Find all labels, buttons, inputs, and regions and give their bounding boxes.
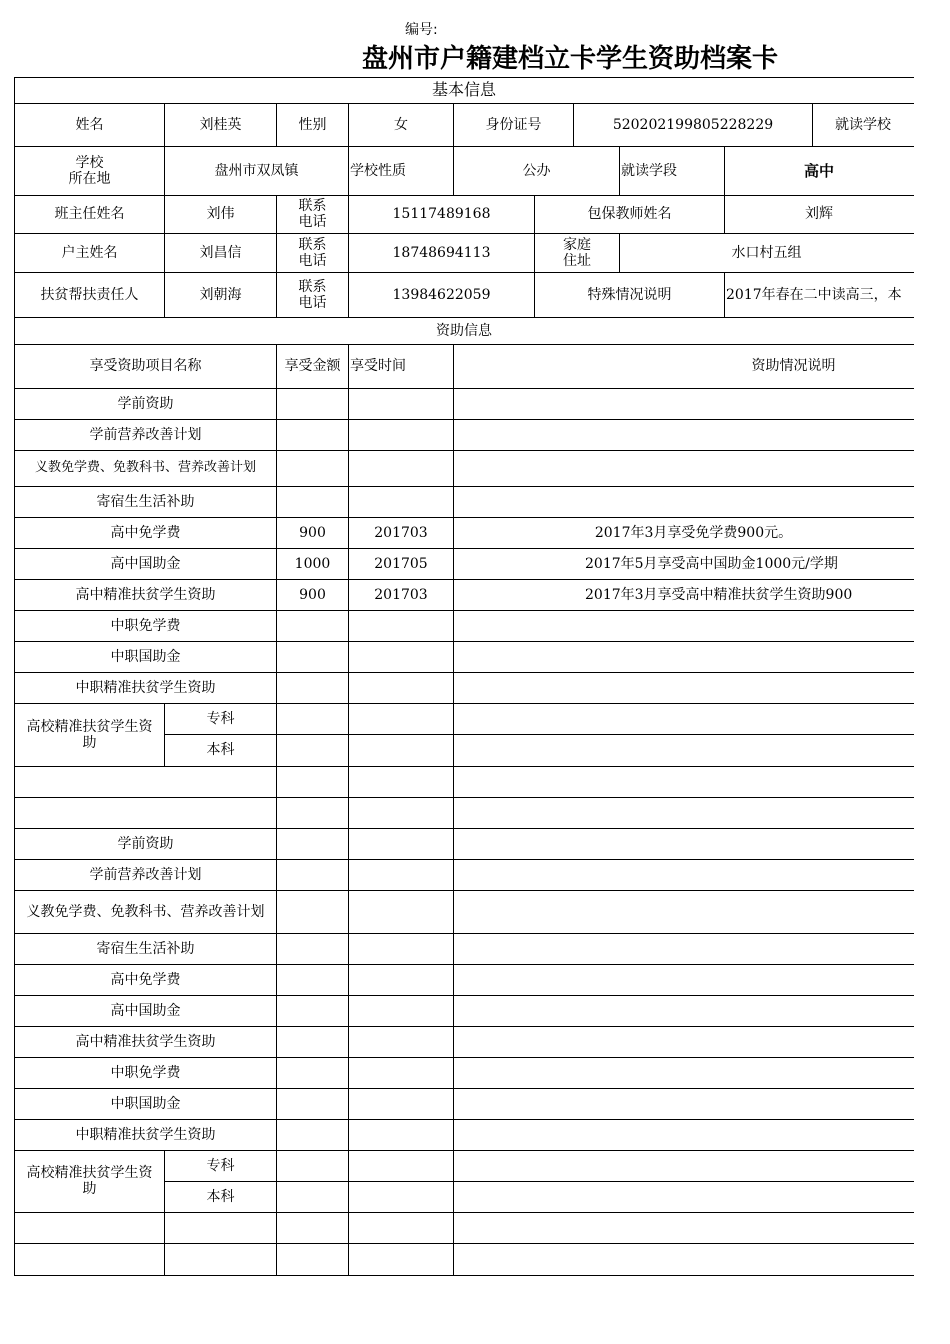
section-title-aid: 资助信息 xyxy=(436,322,492,339)
grid-line xyxy=(724,272,725,317)
aid-item-time: 201703 xyxy=(374,524,428,541)
grid-line xyxy=(573,103,574,146)
householder-phone-label: 联系 电话 xyxy=(298,236,327,269)
id-label: 身份证号 xyxy=(485,116,542,133)
grid-line xyxy=(276,579,277,610)
grid-line xyxy=(348,859,349,890)
grid-line xyxy=(812,103,813,146)
aid-item-name: 中职国助金 xyxy=(110,1095,181,1112)
grid-line xyxy=(276,1150,277,1181)
aid-item-desc: 2017年3月享受高中精准扶贫学生资助900 xyxy=(585,586,853,603)
grid-line xyxy=(453,517,454,548)
grid-line xyxy=(453,672,454,703)
grid-line xyxy=(276,195,277,233)
grid-line xyxy=(453,388,454,419)
aid-item-name: 寄宿生生活补助 xyxy=(96,940,195,957)
stage-label: 就读学段 xyxy=(621,162,677,179)
school-label: 就读学校 xyxy=(835,116,891,133)
aid-item-amount xyxy=(278,641,347,672)
college-sub-label: 本科 xyxy=(206,1188,235,1205)
aid-item-name: 义教免学费、免教科书、营养改善计划 xyxy=(26,903,265,920)
aid-item-name: 中职免学费 xyxy=(110,1064,181,1081)
grid-line xyxy=(453,766,454,797)
grid-line xyxy=(348,1026,349,1057)
aid-item-amount: 900 xyxy=(299,586,326,603)
col-header-desc: 资助情况说明 xyxy=(751,358,836,374)
grid-line xyxy=(348,672,349,703)
aid-item-desc xyxy=(455,450,912,486)
aid-item-name: 高中精准扶贫学生资助 xyxy=(75,586,216,603)
grid-line xyxy=(276,517,277,548)
grid-line xyxy=(276,1181,277,1212)
householder-value: 刘昌信 xyxy=(199,244,242,261)
aid-item-desc xyxy=(455,672,912,703)
grid-line xyxy=(619,146,620,195)
grid-line xyxy=(276,1119,277,1150)
special-label: 特殊情况说明 xyxy=(587,286,672,303)
grid-line xyxy=(348,703,349,734)
grid-line xyxy=(164,195,165,233)
grid-line xyxy=(453,548,454,579)
grid-line xyxy=(453,1026,454,1057)
aid-item-desc xyxy=(455,610,912,641)
teacher-phone-label: 联系 电话 xyxy=(298,198,327,230)
aid-item-name: 高中免学费 xyxy=(110,971,181,988)
gender-value: 女 xyxy=(394,116,408,133)
grid-line xyxy=(534,272,535,317)
aid-item-amount xyxy=(278,610,347,641)
section-title-basic: 基本信息 xyxy=(431,80,496,99)
grid-line xyxy=(276,672,277,703)
grid-line xyxy=(619,233,620,272)
special-value: 2017年春在二中读高三，本 xyxy=(726,286,902,303)
address-value: 水口村五组 xyxy=(731,244,802,261)
mentor-value: 刘辉 xyxy=(805,206,833,222)
grid-line xyxy=(276,964,277,995)
grid-line xyxy=(14,77,15,1276)
aid-item-name: 学前资助 xyxy=(117,395,174,412)
grid-line xyxy=(348,419,349,450)
teacher-phone-value: 15117489168 xyxy=(392,206,491,222)
aid-item-name: 中职免学费 xyxy=(110,617,181,634)
aid-item-amount xyxy=(278,486,347,517)
grid-line xyxy=(453,344,454,388)
householder-phone-value: 18748694113 xyxy=(392,244,491,261)
grid-line xyxy=(348,1181,349,1212)
college-sub-label: 本科 xyxy=(206,742,235,758)
grid-line xyxy=(164,1150,165,1275)
grid-line xyxy=(724,195,725,233)
id-value: 520202199805228229 xyxy=(612,116,774,133)
grid-line xyxy=(453,1212,454,1243)
grid-line xyxy=(348,890,349,933)
grid-line xyxy=(348,146,349,195)
grid-line xyxy=(276,388,277,419)
aid-item-name: 学前营养改善计划 xyxy=(89,426,202,443)
grid-line xyxy=(348,828,349,859)
grid-line xyxy=(348,734,349,766)
householder-label: 户主姓名 xyxy=(61,244,118,261)
grid-line xyxy=(14,1212,914,1213)
grid-line xyxy=(276,486,277,517)
aid-item-name: 高中精准扶贫学生资助 xyxy=(75,1033,216,1050)
name-label: 姓名 xyxy=(75,116,104,133)
grid-line xyxy=(453,146,454,195)
grid-line xyxy=(453,890,454,933)
grid-line xyxy=(348,1150,349,1181)
grid-line xyxy=(453,419,454,450)
aid-item-desc xyxy=(455,486,912,517)
grid-line xyxy=(276,766,277,797)
aid-item-name: 高中国助金 xyxy=(110,1002,181,1019)
grid-line xyxy=(276,797,277,828)
aid-item-name: 义教免学费、免教科书、营养改善计划 xyxy=(34,460,256,475)
aid-item-amount xyxy=(278,419,347,450)
grid-line xyxy=(348,517,349,548)
grid-line xyxy=(276,859,277,890)
grid-line xyxy=(453,1243,454,1275)
aid-item-name: 中职国助金 xyxy=(110,648,181,665)
aid-item-name: 中职精准扶贫学生资助 xyxy=(75,1126,216,1143)
grid-line xyxy=(348,450,349,486)
grid-line xyxy=(348,1212,349,1243)
grid-line xyxy=(453,828,454,859)
school-type-value: 公办 xyxy=(522,162,551,179)
grid-line xyxy=(164,272,165,317)
col-header-time: 享受时间 xyxy=(350,358,406,374)
grid-line xyxy=(164,103,165,146)
grid-line xyxy=(276,450,277,486)
grid-line xyxy=(453,933,454,964)
college-sub-label: 专科 xyxy=(206,710,235,727)
teacher-value: 刘伟 xyxy=(206,206,235,222)
grid-line xyxy=(348,1088,349,1119)
grid-line xyxy=(453,703,454,734)
aid-item-amount xyxy=(278,672,347,703)
grid-line xyxy=(348,272,349,317)
grid-line xyxy=(453,1181,454,1212)
college-sub-label: 专科 xyxy=(206,1157,235,1174)
grid-line xyxy=(453,734,454,766)
school-location-value: 盘州市双凤镇 xyxy=(214,162,299,179)
grid-line xyxy=(276,419,277,450)
grid-line xyxy=(348,766,349,797)
aid-item-time xyxy=(350,672,452,703)
grid-line xyxy=(534,195,535,233)
aid-item-amount xyxy=(278,450,347,486)
grid-line xyxy=(276,828,277,859)
grid-line xyxy=(348,1243,349,1275)
grid-line xyxy=(276,548,277,579)
grid-line xyxy=(276,103,277,146)
aid-item-name: 寄宿生生活补助 xyxy=(96,493,195,510)
aid-item-desc: 2017年5月享受高中国助金1000元/学期 xyxy=(585,555,838,572)
grid-line xyxy=(164,703,165,766)
grid-line xyxy=(453,1150,454,1181)
aid-item-desc xyxy=(455,419,912,450)
grid-line xyxy=(453,964,454,995)
grid-line xyxy=(453,103,454,146)
grid-line xyxy=(14,797,914,798)
teacher-label: 班主任姓名 xyxy=(54,206,125,222)
grid-line xyxy=(724,146,725,195)
grid-line xyxy=(276,1088,277,1119)
grid-line xyxy=(534,233,535,272)
grid-line xyxy=(348,797,349,828)
grid-line xyxy=(276,272,277,317)
grid-line xyxy=(453,859,454,890)
aid-item-time xyxy=(350,610,452,641)
stage-value: 高中 xyxy=(803,161,834,180)
helper-phone-label: 联系 电话 xyxy=(298,278,327,311)
helper-phone-value: 13984622059 xyxy=(392,286,491,303)
grid-line xyxy=(453,1057,454,1088)
grid-line xyxy=(348,388,349,419)
grid-line xyxy=(348,641,349,672)
grid-line xyxy=(348,1119,349,1150)
grid-line xyxy=(453,450,454,486)
grid-line xyxy=(453,641,454,672)
grid-line xyxy=(14,766,914,767)
grid-line xyxy=(276,734,277,766)
grid-line xyxy=(453,1119,454,1150)
grid-line xyxy=(14,1243,914,1244)
gender-label: 性别 xyxy=(298,116,327,133)
page-title: 盘州市户籍建档立卡学生资助档案卡 xyxy=(361,44,778,74)
grid-line xyxy=(164,146,165,195)
school-location-label: 学校 所在地 xyxy=(68,154,111,187)
grid-line xyxy=(276,610,277,641)
grid-line xyxy=(276,1212,277,1243)
aid-item-time xyxy=(350,388,452,419)
grid-line xyxy=(348,1057,349,1088)
grid-line xyxy=(348,579,349,610)
grid-line xyxy=(348,933,349,964)
aid-item-name: 高中国助金 xyxy=(110,555,181,572)
helper-label: 扶贫帮扶责任人 xyxy=(40,286,139,303)
grid-line xyxy=(276,1243,277,1275)
grid-line xyxy=(276,703,277,734)
aid-item-name: 中职精准扶贫学生资助 xyxy=(75,679,216,696)
grid-line xyxy=(348,103,349,146)
aid-item-name: 学前资助 xyxy=(117,835,174,852)
address-label: 家庭 住址 xyxy=(563,236,591,269)
grid-line xyxy=(348,344,349,388)
college-aid-label: 高校精准扶贫学生资 助 xyxy=(26,718,153,751)
grid-line xyxy=(348,233,349,272)
mentor-label: 包保教师姓名 xyxy=(587,206,672,222)
grid-line xyxy=(276,995,277,1026)
aid-item-amount: 900 xyxy=(299,524,326,541)
grid-line xyxy=(276,641,277,672)
aid-item-desc xyxy=(455,641,912,672)
grid-line xyxy=(348,548,349,579)
name-value: 刘桂英 xyxy=(199,116,242,133)
grid-line xyxy=(276,233,277,272)
aid-item-name: 高中免学费 xyxy=(110,524,181,541)
grid-line xyxy=(453,995,454,1026)
grid-line xyxy=(348,995,349,1026)
aid-item-amount: 1000 xyxy=(294,555,331,572)
college-aid-label: 高校精准扶贫学生资 助 xyxy=(26,1165,153,1197)
aid-item-time xyxy=(350,419,452,450)
grid-line xyxy=(276,344,277,388)
grid-line xyxy=(276,890,277,933)
aid-item-time xyxy=(350,486,452,517)
grid-line xyxy=(276,1026,277,1057)
col-header-amount: 享受金额 xyxy=(284,358,341,374)
aid-item-name: 学前营养改善计划 xyxy=(89,866,202,883)
school-type-label: 学校性质 xyxy=(350,162,406,179)
grid-line xyxy=(453,610,454,641)
aid-item-time xyxy=(350,450,452,486)
grid-line xyxy=(14,1275,914,1276)
grid-line xyxy=(348,486,349,517)
col-header-item: 享受资助项目名称 xyxy=(89,358,202,374)
grid-line xyxy=(453,486,454,517)
grid-line xyxy=(348,964,349,995)
aid-item-time xyxy=(350,641,452,672)
grid-line xyxy=(453,797,454,828)
aid-item-time: 201703 xyxy=(374,586,428,603)
aid-item-desc: 2017年3月享受免学费900元。 xyxy=(594,524,793,541)
grid-line xyxy=(164,233,165,272)
aid-item-amount xyxy=(278,388,347,419)
grid-line xyxy=(276,1057,277,1088)
helper-value: 刘朝海 xyxy=(199,286,242,303)
grid-line xyxy=(348,195,349,233)
grid-line xyxy=(348,610,349,641)
number-label: 编号: xyxy=(405,22,438,38)
grid-line xyxy=(276,933,277,964)
grid-line xyxy=(453,579,454,610)
grid-line xyxy=(453,1088,454,1119)
aid-item-time: 201705 xyxy=(374,555,428,572)
aid-item-desc xyxy=(455,388,912,419)
